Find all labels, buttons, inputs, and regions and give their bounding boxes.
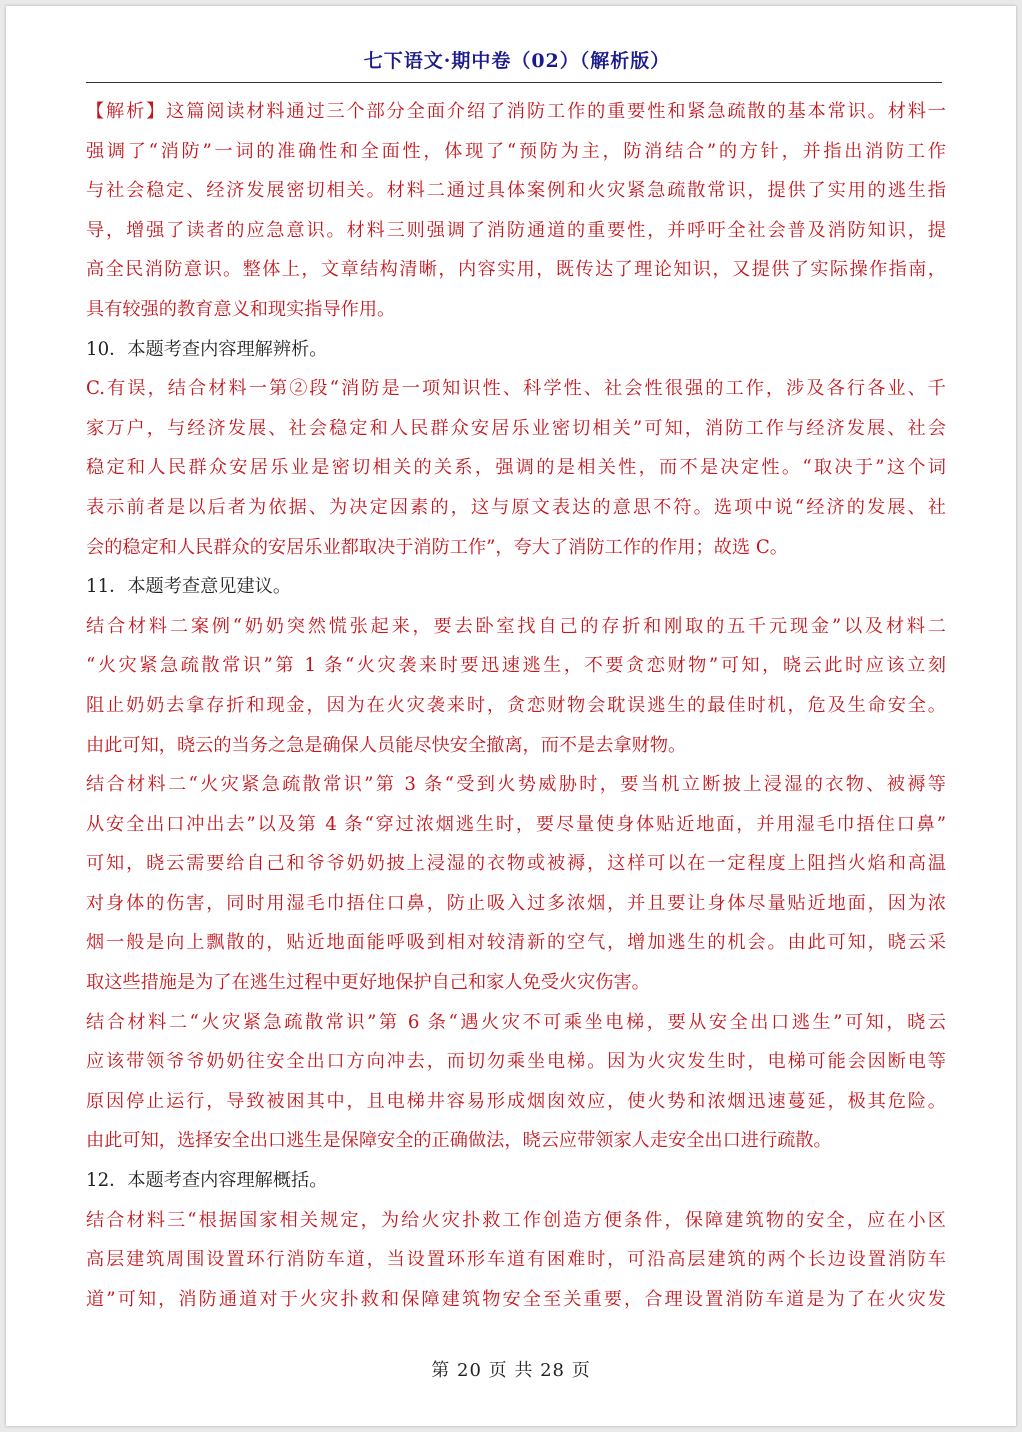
text-line: 导，增强了读者的应急意识。材料三则强调了消防通道的重要性，并呼吁全社会普及消防知识，提 <box>86 219 946 241</box>
text-line: 强调了“消防”一词的准确性和全面性，体现了“预防为主，防消结合”的方针，并指出消防工作 <box>86 140 946 162</box>
text-line: 对身体的伤害，同时用湿毛巾捂住口鼻，防止吸入过多浓烟，并且要让身体尽量贴近地面，因为浓 <box>86 892 946 914</box>
text-line: 应该带领爷爷奶奶往安全出口方向冲去，而切勿乘坐电梯。因为火灾发生时，电梯可能会因断电等 <box>86 1051 946 1073</box>
text-line: 从安全出口冲出去”以及第 4 条“穿过浓烟逃生时，要尽量使身体贴近地面，并用湿毛巾捂住口鼻” <box>86 813 946 835</box>
header-divider <box>86 82 942 83</box>
text-line: 结合材料二案例“奶奶突然慌张起来，要去卧室找自己的存折和刚取的五千元现金”以及材料二 <box>86 615 946 637</box>
analysis-body <box>86 92 946 1319</box>
text-line: 与社会稳定、经济发展密切相关。材料二通过具体案例和火灾紧急疏散常识，提供了实用的逃生指 <box>86 180 946 202</box>
text-line: 阻止奶奶去拿存折和现金，因为在火灾袭来时，贪恋财物会耽误逃生的最佳时机，危及生命安全。 <box>86 694 946 716</box>
text-line: 结合材料二“火灾紧急疏散常识”第 6 条“遇火灾不可乘坐电梯，要从安全出口逃生”可知，晓云 <box>86 1011 946 1033</box>
text-line: 11．本题考查意见建议。 <box>86 576 292 598</box>
text-line: 原因停止运行，导致被困其中，且电梯井容易形成烟囱效应，使火势和浓烟迅速蔓延，极其危险。 <box>86 1090 946 1112</box>
page-header-title: 七下语文·期中卷（02）（解析版） <box>363 50 671 72</box>
text-line: 会的稳定和人民群众的安居乐业都取决于消防工作”，夸大了消防工作的作用；故选 C。 <box>86 536 788 558</box>
text-line: 由此可知，晓云的当务之急是确保人员能尽快安全撤离，而不是去拿财物。 <box>86 734 687 756</box>
text-line: 道”可知，消防通道对于火灾扑救和保障建筑物安全至关重要，合理设置消防车道是为了在火灾发 <box>86 1288 946 1310</box>
text-line: 【解析】这篇阅读材料通过三个部分全面介绍了消防工作的重要性和紧急疏散的基本常识。材料一 <box>86 101 946 122</box>
page-number: 第 20 页 共 28 页 <box>431 1360 591 1381</box>
text-line: “火灾紧急疏散常识”第 1 条“火灾袭来时要迅速逃生，不要贪恋财物”可知，晓云此时应该立刻 <box>86 655 946 677</box>
text-line: 高层建筑周围设置环行消防车道，当设置环形车道有困难时，可沿高层建筑的两个长边设置消防车 <box>86 1249 946 1271</box>
text-line: 可知，晓云需要给自己和爷爷奶奶披上浸湿的衣物或被褥，这样可以在一定程度上阻挡火焰和高温 <box>86 853 946 875</box>
text-line: 结合材料三“根据国家相关规定，为给火灾扑救工作创造方便条件，保障建筑物的安全，应在小区 <box>86 1209 946 1231</box>
text-line: 具有较强的教育意义和现实指导作用。 <box>86 298 396 320</box>
text-line: 家万户，与经济发展、社会稳定和人民群众安居乐业密切相关”可知，消防工作与经济发展、社会 <box>86 417 946 439</box>
text-line: 10．本题考查内容理解辨析。 <box>86 338 328 360</box>
text-line: 烟一般是向上飘散的，贴近地面能呼吸到相对较清新的空气，增加逃生的机会。由此可知，晓云采 <box>86 932 946 954</box>
document-page <box>6 6 1016 1426</box>
text-line: 12．本题考查内容理解概括。 <box>86 1170 328 1192</box>
text-line: C.有误，结合材料一第②段“消防是一项知识性、科学性、社会性很强的工作，涉及各行各业、千 <box>86 378 946 400</box>
text-line: 稳定和人民群众安居乐业是密切相关的关系，强调的是相关性，而不是决定性。“取决于”这个词 <box>86 457 946 479</box>
text-line: 结合材料二“火灾紧急疏散常识”第 3 条“受到火势威胁时，要当机立断披上浸湿的衣物、被褥等 <box>86 774 946 796</box>
text-line: 取这些措施是为了在逃生过程中更好地保护自己和家人免受火灾伤害。 <box>86 972 650 994</box>
text-line: 高全民消防意识。整体上，文章结构清晰，内容实用，既传达了理论知识，又提供了实际操作指南， <box>86 259 946 281</box>
text-line: 表示前者是以后者为依据、为决定因素的，这与原文表达的意思不符。选项中说“经济的发展、社 <box>86 496 946 518</box>
text-line: 由此可知，选择安全出口逃生是保障安全的正确做法，晓云应带领家人走安全出口进行疏散。 <box>86 1130 832 1152</box>
